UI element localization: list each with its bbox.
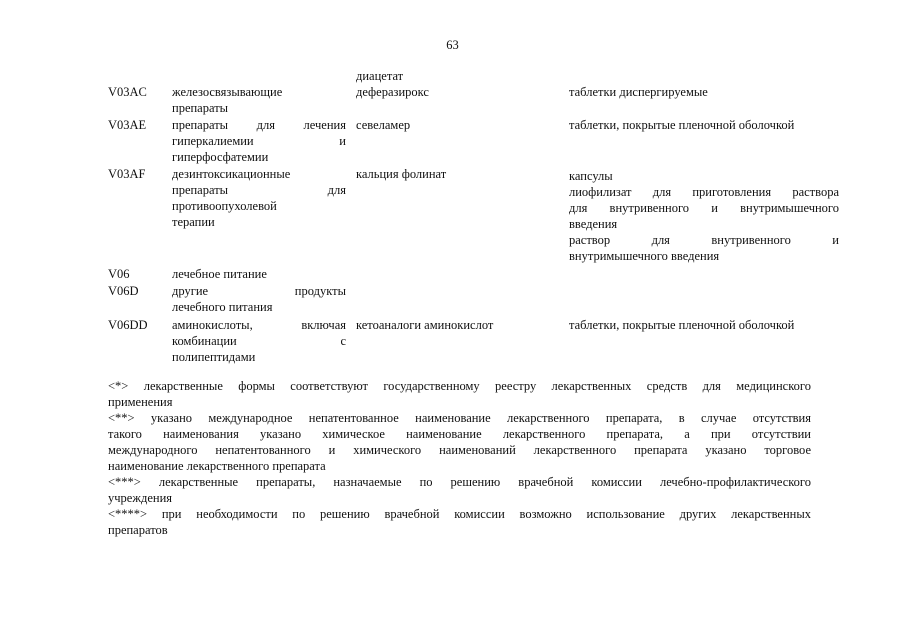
- inn-cell: кальция фолинат: [356, 167, 447, 181]
- form-line: таблетки, покрытые пленочной оболочкой: [569, 318, 795, 332]
- group-cell: [172, 317, 346, 365]
- group-line: гиперкалиемии и: [172, 134, 346, 148]
- atc-code: V06D: [108, 284, 139, 298]
- inn-cell: диацетат: [356, 69, 404, 83]
- group-line: другие продукты: [172, 284, 346, 298]
- footnote: [108, 378, 811, 410]
- form-line: таблетки диспергируемые: [569, 85, 708, 99]
- inn-cell: кетоаналоги аминокислот: [356, 318, 494, 332]
- footnote-line: наименование лекарственного препарата: [108, 459, 326, 473]
- footnote-line: <**> указано международное непатентованное наименование лекарственного препарата, в случае отсутствия: [108, 411, 811, 425]
- group-line: терапии: [172, 215, 215, 229]
- form-line: капсулы: [569, 169, 613, 183]
- form-line: раствор для внутривенного и: [569, 233, 839, 247]
- atc-code: V03AC: [108, 85, 147, 99]
- form-cell: [569, 168, 839, 264]
- group-line: аминокислоты, включая: [172, 318, 346, 332]
- group-line: лечебного питания: [172, 300, 273, 314]
- form-cell: [569, 117, 839, 133]
- footnote-line: учреждения: [108, 491, 173, 505]
- atc-code: V06: [108, 267, 130, 281]
- group-line: противоопухолевой: [172, 199, 277, 213]
- form-line: внутримышечного введения: [569, 249, 720, 263]
- page-number: 63: [446, 38, 459, 52]
- footnote-line: препаратов: [108, 523, 168, 537]
- form-cell: [569, 84, 839, 100]
- group-line: железосвязывающие: [172, 85, 283, 99]
- footnote-line: такого наименования указано химическое наименование лекарственного препарата, а при отсутствии: [108, 427, 811, 441]
- inn-cell: деферазирокс: [356, 85, 429, 99]
- form-cell: [569, 317, 839, 333]
- footnote-line: <****> при необходимости по решению врачебной комиссии возможно использование других лекарственных: [108, 507, 811, 521]
- form-line: для внутривенного и внутримышечного: [569, 201, 839, 215]
- footnote-line: <***> лекарственные препараты, назначаемые по решению врачебной комиссии лечебно-профилактического: [108, 475, 811, 489]
- group-line: комбинации с: [172, 334, 346, 348]
- group-line: лечебное питание: [172, 267, 267, 281]
- footnote: [108, 410, 811, 474]
- atc-code: V06DD: [108, 318, 148, 332]
- group-cell: [172, 283, 346, 315]
- form-line: лиофилизат для приготовления раствора: [569, 185, 839, 199]
- atc-code: V03AE: [108, 118, 147, 132]
- form-line: таблетки, покрытые пленочной оболочкой: [569, 118, 795, 132]
- footnotes: [108, 378, 811, 538]
- atc-code: V03AF: [108, 167, 146, 181]
- inn-cell: севеламер: [356, 118, 411, 132]
- group-line: дезинтоксикационные: [172, 167, 291, 181]
- form-line: введения: [569, 217, 618, 231]
- footnote-line: <*> лекарственные формы соответствуют государственному реестру лекарственных средств для медицинского: [108, 379, 811, 393]
- footnote: [108, 474, 811, 506]
- group-line: препараты: [172, 101, 229, 115]
- group-line: гиперфосфатемии: [172, 150, 269, 164]
- group-line: препараты для лечения: [172, 118, 346, 132]
- footnote-line: применения: [108, 395, 173, 409]
- group-cell: [172, 117, 346, 165]
- group-cell: [172, 84, 346, 116]
- group-cell: [172, 166, 346, 230]
- group-line: полипептидами: [172, 350, 256, 364]
- group-cell: [172, 266, 346, 282]
- footnote-line: международного непатентованного и химического наименований лекарственного препарата указано торговое: [108, 443, 811, 457]
- footnote: [108, 506, 811, 538]
- group-line: препараты для: [172, 183, 346, 197]
